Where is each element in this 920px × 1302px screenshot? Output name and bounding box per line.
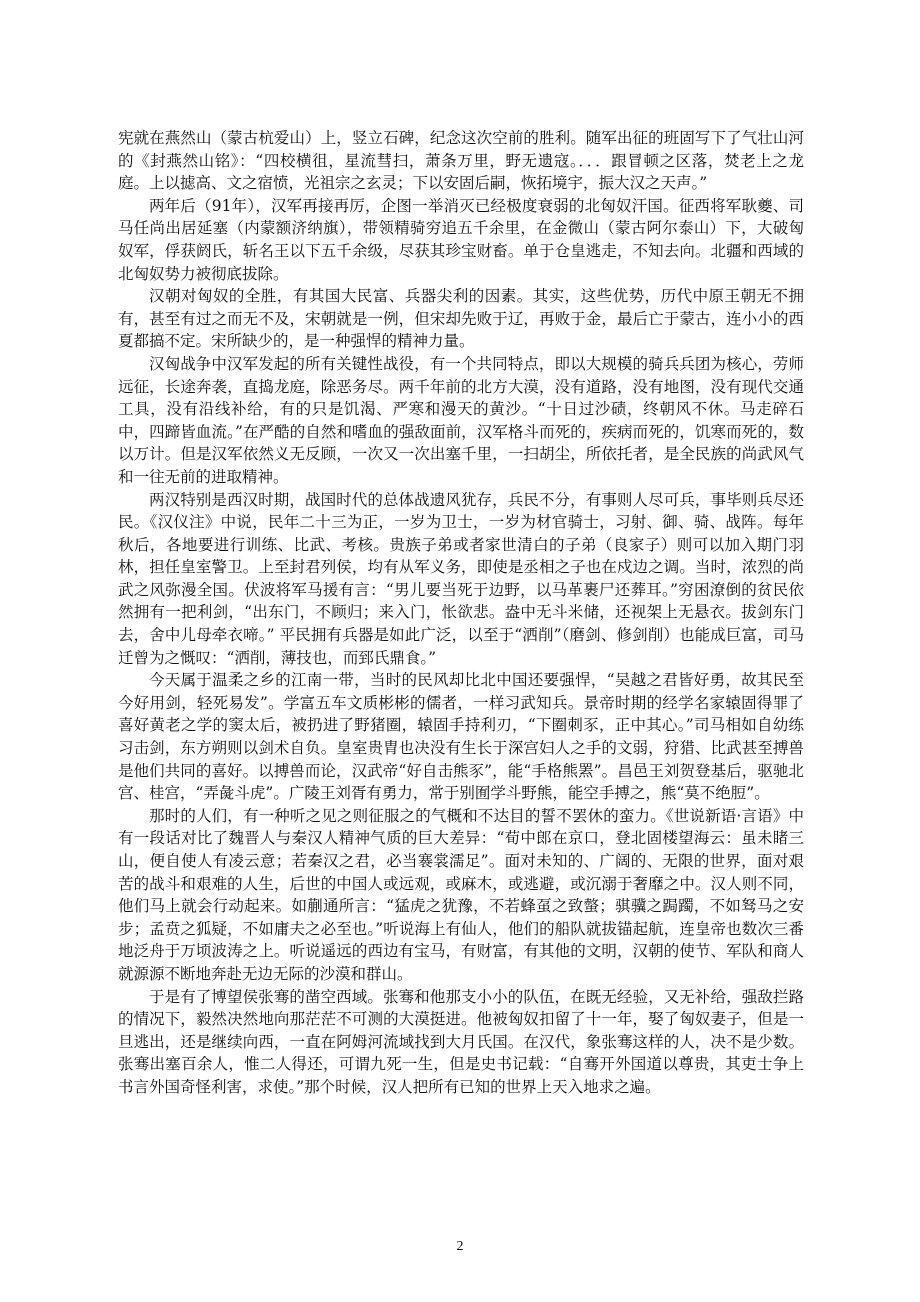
page-number: 2 xyxy=(456,1239,464,1254)
paragraph: 今天属于温柔之乡的江南一带，当时的民风却比北中国还要强悍，“吴越之君皆好勇，故其民至今好用剑，轻死易发”。学富五车文质彬彬的儒者，一样习武知兵。景帝时期的经学名家辕固得罪了喜好黄老之学的窦太后，被扔进了野猪圈，辕固手持利刃，“下圈刺豕，正中其心。”司马相如自幼练习击剑，东方朔则以剑术自负。皇室贵胄也决没有生长于深宫妇人之手的文弱，狩猎、比武甚至搏兽是他们共同的喜好。以搏兽而论，汉武帝“好自击熊豕”，能“手格熊罴”。昌邑王刘贺登基后，驱驰北宫、桂宫，“弄彘斗虎”。广陵王刘胥有勇力，常于别囿学斗野熊，能空手搏之，熊“莫不绝脰”。 xyxy=(118,671,804,803)
paragraph-continuation: 宪就在燕然山（蒙古杭爱山）上，竖立石碑，纪念这次空前的胜利。随军出征的班固写下了气壮山河的《封燕然山铭》：“四校横徂，星流彗扫，萧条万里，野无遗寇。．．．跟冒顿之区落，焚老上之龙庭。上以摅高、文之宿愤，光祖宗之玄灵；下以安固后嗣，恢拓境宇，振大汉之天声。” xyxy=(118,129,804,193)
paragraph: 汉朝对匈奴的全胜，有其国大民富、兵器尖利的因素。其实，这些优势，历代中原王朝无不拥有，甚至有过之而无不及，宋朝就是一例，但宋却先败于辽，再败于金，最后亡于蒙古，连小小的西夏都搞不定。宋所缺少的，是一种强悍的精神力量。 xyxy=(118,287,804,351)
paragraph: 汉匈战争中汉军发起的所有关键性战役，有一个共同特点，即以大规模的骑兵兵团为核心，劳师远征，长途奔袭，直捣龙庭，除恶务尽。两千年前的北方大漠，没有道路，没有地图，没有现代交通工具，没有沿线补给，有的只是饥渴、严寒和漫天的黄沙。“十日过沙碛，终朝风不休。马走碎石中，四蹄皆血流。”在严酷的自然和嗜血的强敌面前，汉军格斗而死的，疾病而死的，饥寒而死的，数以万计。但是汉军依然义无反顾，一次又一次出塞千里，一扫胡尘，所依托者，是全民族的尚武风气和一往无前的进取精神。 xyxy=(118,354,804,486)
paragraph: 那时的人们，有一种听之见之则征服之的气概和不达目的誓不罢休的蛮力。《世说新语·言语》中有一段话对比了魏晋人与秦汉人精神气质的巨大差异：“荀中郎在京口，登北固楼望海云：虽未睹三山，便自使人有凌云意；若秦汉之君，必当褰裳濡足”。面对未知的、广阔的、无限的世界，面对艰苦的战斗和艰难的人生，后世的中国人或远观，或麻木，或逃避，或沉溺于奢靡之中。汉人则不同，他们马上就会行动起来。如蒯通所言：“猛虎之犹豫，不若蜂虿之致螫；骐骥之跼躅，不如驽马之安步；孟贲之狐疑，不如庸夫之必至也。”听说海上有仙人，他们的船队就拔锚起航，连皇帝也数次三番地泛舟于万顷波涛之上。听说遥远的西边有宝马，有财富，有其他的文明，汉朝的使节、军队和商人就源源不断地奔赴无边无际的沙漠和群山。 xyxy=(118,806,804,983)
paragraph: 于是有了博望侯张骞的凿空西域。张骞和他那支小小的队伍，在既无经验，又无补给，强敌拦路的情况下，毅然决然地向那茫茫不可测的大漠挺进。他被匈奴扣留了十一年，娶了匈奴妻子，但是一旦逃出，还是继续向西，一直在阿姆河流域找到大月氏国。在汉代，象张骞这样的人，决不是少数。张骞出塞百余人，惟二人得还，可谓九死一生，但是史书记载：“自骞开外国道以尊贵，其吏士争上书言外国奇怪利害，求使。”那个时候，汉人把所有已知的世界上天入地求之遍。 xyxy=(118,987,804,1096)
paragraph: 两年后（91年），汉军再接再厉，企图一举消灭已经极度衰弱的北匈奴汗国。征西将军耿夔、司马任尚出居延塞（内蒙额济纳旗），带领精骑穷追五千余里，在金微山（蒙古阿尔泰山）下，大破匈奴军，俘获阏氏，斩名王以下五千余级，尽获其珍宝财畜。单于仓皇逃走，不知去向。北疆和西域的北匈奴势力被彻底拔除。 xyxy=(118,196,804,283)
paragraph: 两汉特别是西汉时期，战国时代的总体战遗风犹存，兵民不分，有事则人尽可兵，事毕则兵尽还民。《汉仪注》中说，民年二十三为正，一岁为卫士，一岁为材官骑士，习射、御、骑、战阵。每年秋后，各地要进行训练、比武、考核。贵族子弟或者家世清白的子弟（良家子）则可以加入期门羽林，担任皇室警卫。上至封君列侯，均有从军义务，即使是丞相之子也在戍边之调。当时，浓烈的尚武之风弥漫全国。伏波将军马援有言：“男儿要当死于边野，以马革裹尸还葬耳。”穷困潦倒的贫民依然拥有一把利剑，“出东门，不顾归；来入门，怅欲悲。盎中无斗米储，还视架上无悬衣。拔剑东门去，舍中儿母牵衣啼。” 平民拥有兵器是如此广泛，以至于“洒削”（磨剑、修剑削）也能成巨富，司马迁曾为之慨叹：“洒削，薄技也，而郅氏鼎食。” xyxy=(118,490,804,667)
document-body xyxy=(118,127,804,1099)
